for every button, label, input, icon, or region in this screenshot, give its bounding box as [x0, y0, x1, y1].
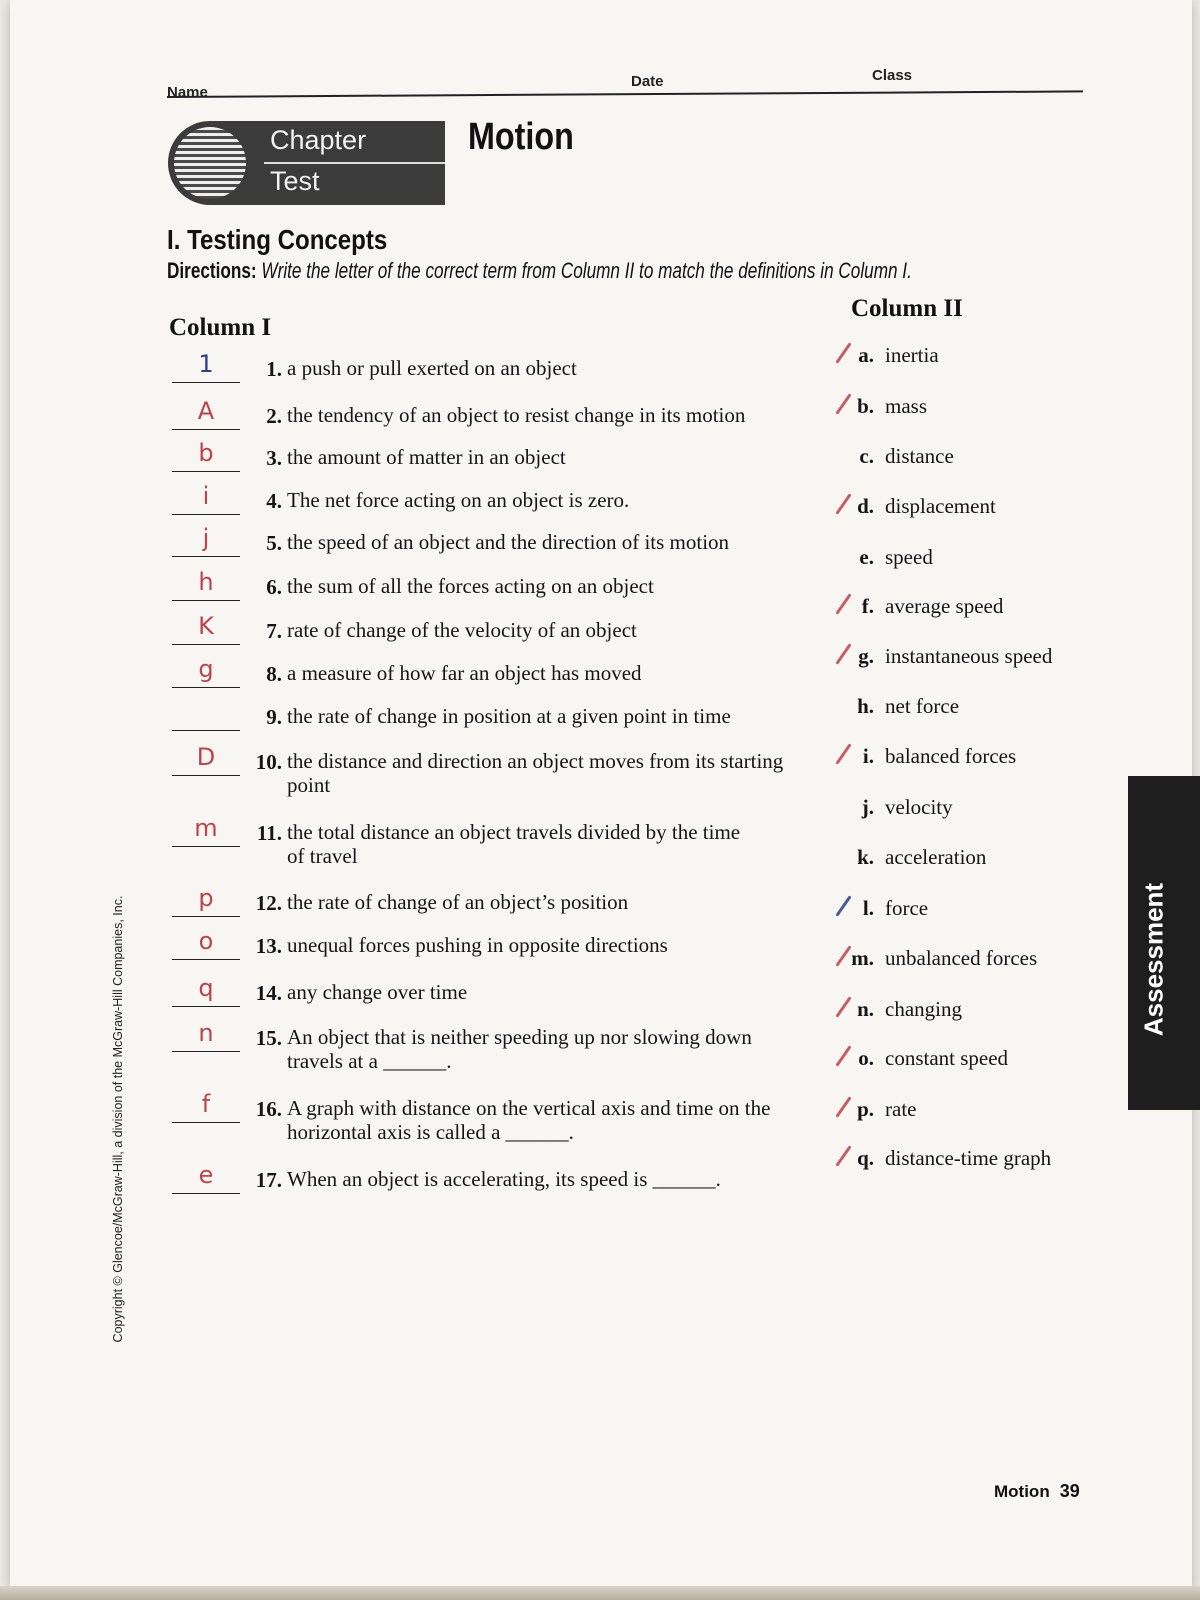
question-number: 7. — [266, 619, 282, 643]
answer-blank[interactable] — [172, 526, 240, 557]
term-text: speed — [885, 545, 933, 569]
answer-blank[interactable] — [172, 929, 240, 960]
term-text: net force — [885, 694, 960, 718]
term-text: distance-time graph — [885, 1146, 1052, 1170]
question-item — [172, 399, 812, 447]
answer-blank[interactable] — [172, 441, 240, 472]
date-label: Date — [631, 73, 664, 90]
term-text: acceleration — [885, 845, 987, 869]
question-item — [172, 1019, 812, 1073]
answer-blank[interactable] — [172, 1163, 240, 1194]
page-edge-shadow — [0, 1586, 1200, 1600]
badge-line-2: Test — [270, 166, 320, 196]
question-item — [172, 700, 812, 748]
handwritten-answer: f — [201, 1090, 211, 1118]
handwritten-answer: D — [196, 743, 216, 771]
section-heading: I. Testing Concepts — [167, 224, 388, 255]
term-text: velocity — [885, 795, 953, 819]
question-number: 15. — [255, 1026, 282, 1050]
question-number: 17. — [255, 1168, 282, 1192]
handwritten-answer: i — [202, 482, 210, 510]
answer-blank[interactable] — [172, 700, 240, 731]
question-text: a push or pull exerted on an object — [287, 356, 577, 380]
question-number: 13. — [255, 934, 282, 958]
handwritten-answer: h — [198, 568, 214, 596]
handwritten-answer: g — [198, 655, 214, 683]
question-item — [172, 814, 812, 868]
handwritten-answer: n — [198, 1019, 214, 1047]
term-text: average speed — [885, 594, 1004, 618]
question-number: 6. — [266, 575, 282, 599]
question-number: 16. — [255, 1097, 282, 1121]
question-text: the sum of all the forces acting on an object — [287, 574, 654, 598]
question-text: a measure of how far an object has moved — [287, 661, 642, 685]
question-item — [172, 352, 812, 400]
page-footer — [994, 1481, 1080, 1502]
answer-blank[interactable] — [172, 614, 240, 645]
handwritten-answer: A — [197, 397, 215, 425]
question-text: A graph with distance on the vertical axis and time on the horizontal axis is called a ______. — [287, 1096, 771, 1144]
question-number: 11. — [256, 821, 282, 845]
badge-line-1: Chapter — [270, 125, 367, 155]
question-item — [172, 614, 812, 662]
column-2-heading: Column II — [851, 295, 963, 322]
answer-blank[interactable] — [172, 745, 240, 776]
question-number: 3. — [266, 446, 282, 470]
term-letter: c. — [859, 444, 874, 468]
term-text: constant speed — [885, 1046, 1009, 1070]
term-letter: f. — [861, 594, 874, 618]
answer-blank[interactable] — [172, 484, 240, 515]
term-text: inertia — [885, 343, 939, 367]
directions-text: Write the letter of the correct term from Column II to match the definitions in Column I. — [261, 258, 912, 283]
answer-blank[interactable] — [172, 1021, 240, 1052]
handwritten-answer: q — [198, 974, 214, 1002]
question-text: the distance and direction an object moves from its starting point — [287, 749, 784, 797]
question-text: An object that is neither speeding up nor slowing down travels at a ______. — [287, 1025, 752, 1073]
answer-blank[interactable] — [172, 1092, 240, 1123]
handwritten-answer: j — [202, 524, 210, 552]
question-item — [172, 526, 812, 574]
handwritten-answer: e — [198, 1161, 214, 1189]
term-letter: e. — [859, 545, 874, 569]
answer-blank[interactable] — [172, 886, 240, 917]
question-item — [172, 657, 812, 705]
answer-blank[interactable] — [172, 570, 240, 601]
question-text: unequal forces pushing in opposite directions — [287, 933, 668, 957]
term-text: distance — [885, 444, 954, 468]
term-text: instantaneous speed — [885, 644, 1053, 668]
page-title: Motion — [468, 116, 574, 158]
term-letter: g. — [858, 644, 874, 668]
term-letter: a. — [858, 343, 874, 367]
question-number: 9. — [266, 705, 282, 729]
term-letter: k. — [857, 845, 874, 869]
question-item — [172, 929, 812, 977]
term-text: balanced forces — [885, 744, 1017, 768]
question-number: 14. — [255, 981, 282, 1005]
question-text: the tendency of an object to resist change in its motion — [287, 403, 746, 427]
question-text: the rate of change of an object’s position — [287, 890, 629, 914]
answer-blank[interactable] — [172, 352, 240, 383]
handwritten-answer: p — [198, 884, 214, 912]
question-text: rate of change of the velocity of an object — [287, 618, 637, 642]
term-text: displacement — [885, 494, 996, 518]
question-text: The net force acting on an object is zero. — [287, 488, 630, 512]
question-text: the rate of change in position at a given point in time — [287, 704, 731, 728]
answer-blank[interactable] — [172, 976, 240, 1007]
question-number: 4. — [266, 489, 282, 513]
question-number: 2. — [266, 404, 282, 428]
term-letter: d. — [857, 494, 874, 518]
chapter-test-badge — [168, 121, 445, 205]
question-number: 12. — [255, 891, 282, 915]
copyright-notice: Copyright © Glencoe/McGraw-Hill, a division of the McGraw-Hill Companies, Inc. — [111, 895, 125, 1343]
term-letter: m. — [851, 946, 874, 970]
column-1-heading: Column I — [169, 314, 272, 341]
term-letter: j. — [861, 795, 874, 819]
term-letter: n. — [857, 997, 874, 1021]
term-text: rate — [885, 1097, 917, 1121]
handwritten-answer: b — [198, 439, 214, 467]
question-text: the amount of matter in an object — [287, 445, 566, 469]
handwritten-answer: m — [194, 814, 218, 842]
directions-label: Directions: — [167, 258, 257, 283]
question-text: the speed of an object and the direction of its motion — [287, 530, 730, 554]
term-text: changing — [885, 997, 962, 1021]
question-item — [172, 886, 812, 934]
question-item — [172, 484, 812, 532]
question-number: 1. — [266, 357, 282, 381]
question-text: any change over time — [287, 980, 468, 1004]
question-number: 8. — [266, 662, 282, 686]
answer-blank[interactable] — [172, 816, 240, 847]
term-letter: o. — [858, 1046, 874, 1070]
term-text: force — [885, 896, 929, 920]
name-label: Name — [167, 84, 208, 101]
question-item — [172, 441, 812, 489]
question-item — [172, 976, 812, 1024]
term-letter: l. — [862, 896, 874, 920]
page-number: 39 — [1059, 1481, 1080, 1501]
badge-divider — [264, 162, 445, 164]
class-label: Class — [872, 67, 913, 84]
directions — [167, 258, 912, 284]
term-letter: p. — [857, 1097, 874, 1121]
question-item — [172, 1090, 812, 1144]
handwritten-answer: K — [198, 612, 214, 640]
answer-blank[interactable] — [172, 657, 240, 688]
term-letter: i. — [862, 744, 874, 768]
question-item — [172, 570, 812, 618]
term-letter: b. — [857, 394, 874, 418]
badge-disc-icon — [174, 127, 246, 199]
question-item — [172, 743, 812, 797]
handwritten-answer: o — [198, 927, 214, 955]
assessment-tab-label: Assessment — [1138, 882, 1169, 1037]
question-text: When an object is accelerating, its speed is ______. — [287, 1167, 721, 1191]
term-letter: h. — [857, 694, 874, 718]
term-letter: q. — [857, 1146, 874, 1170]
footer-label: Motion — [994, 1482, 1050, 1501]
question-number: 5. — [266, 531, 282, 555]
term-text: unbalanced forces — [885, 946, 1038, 970]
question-item — [172, 1163, 812, 1211]
answer-blank[interactable] — [172, 399, 240, 430]
handwritten-answer: 1 — [198, 350, 214, 378]
question-number: 10. — [255, 750, 282, 774]
term-text: mass — [885, 394, 927, 418]
question-text: the total distance an object travels divided by the time of travel — [287, 820, 741, 868]
